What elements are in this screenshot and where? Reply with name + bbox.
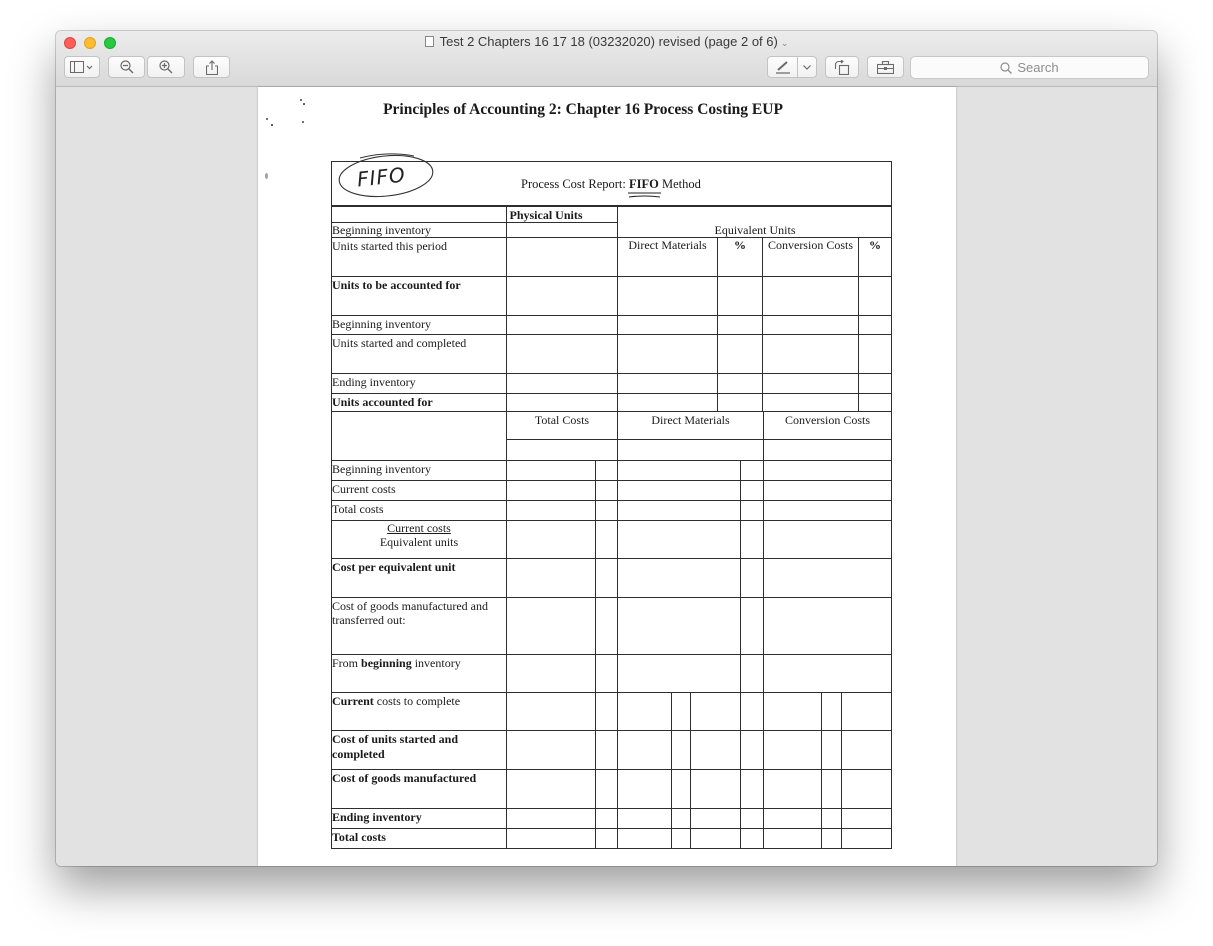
zoom-out-icon xyxy=(120,60,134,74)
share-icon xyxy=(206,60,218,75)
rotate-icon xyxy=(834,60,850,75)
report-label: Process Cost Report: xyxy=(521,177,626,191)
rule xyxy=(331,460,892,461)
physical-units-header: Physical Units xyxy=(509,208,583,222)
row-label: Cost of goods manufactured xyxy=(332,771,477,785)
row-label xyxy=(332,656,461,670)
zoom-in-icon xyxy=(159,60,173,74)
direct-materials-header: Direct Materials xyxy=(628,238,707,252)
rule xyxy=(331,654,892,655)
rule xyxy=(331,692,892,693)
toolbox-icon xyxy=(877,61,894,74)
window-title-text: Test 2 Chapters 16 17 18 (03232020) revised (page 2 of 6) xyxy=(439,34,778,49)
row-label: completed xyxy=(332,747,385,761)
row-label: transferred out: xyxy=(332,613,406,627)
conversion-costs-header: Conversion Costs xyxy=(784,413,870,427)
pen-icon xyxy=(775,60,791,74)
handwritten-underline xyxy=(627,191,663,199)
sidebar-icon xyxy=(70,61,94,73)
chevron-down-icon xyxy=(803,65,811,70)
row-label xyxy=(332,694,460,708)
rule xyxy=(331,848,892,849)
report-heading xyxy=(521,177,701,191)
row-label-part: beginning xyxy=(361,656,412,670)
row-label: Ending inventory xyxy=(332,810,422,824)
rotate-button[interactable] xyxy=(825,56,859,78)
rule xyxy=(331,315,892,316)
rule xyxy=(331,334,892,335)
row-label: Units started this period xyxy=(332,239,447,253)
rule xyxy=(740,460,741,848)
conversion-costs-header: Conversion Costs xyxy=(767,238,853,252)
direct-materials-header: Direct Materials xyxy=(651,413,730,427)
rule xyxy=(841,692,842,848)
row-label: Cost per equivalent unit xyxy=(332,560,456,574)
fraction-numerator: Current costs xyxy=(387,521,451,535)
search-placeholder: Search xyxy=(1017,60,1059,75)
scan-speck xyxy=(302,121,304,123)
rule xyxy=(331,730,892,731)
row-label-part: inventory xyxy=(414,656,461,670)
scan-speck xyxy=(271,124,273,126)
rule xyxy=(331,769,892,770)
row-label: Units accounted for xyxy=(332,395,433,409)
rule xyxy=(331,597,892,598)
row-label-part: From xyxy=(332,656,359,670)
row-label: Ending inventory xyxy=(332,375,416,389)
rule xyxy=(595,460,596,848)
report-method-text: FIFO xyxy=(628,177,659,191)
markup-toolbox-button[interactable] xyxy=(867,56,904,78)
row-label-part: Current xyxy=(332,694,374,708)
percent-header: % xyxy=(869,238,881,252)
percent-header: % xyxy=(734,238,746,252)
row-label-part: costs to complete xyxy=(376,694,461,708)
pdf-page xyxy=(258,87,956,866)
chevron-down-icon: ⌄ xyxy=(780,38,789,48)
rule xyxy=(763,411,764,848)
row-label: Total costs xyxy=(332,502,384,516)
fraction-denominator: Equivalent units xyxy=(379,535,459,549)
title-bar xyxy=(56,31,1157,87)
window-title[interactable] xyxy=(56,34,1157,49)
rule xyxy=(506,205,507,848)
search-icon xyxy=(1000,62,1012,74)
rule xyxy=(331,237,617,238)
row-label: Units to be accounted for xyxy=(332,278,461,292)
document-viewport[interactable] xyxy=(56,87,1157,866)
document-title: Principles of Accounting 2: Chapter 16 Process Costing EUP xyxy=(383,101,783,118)
rule xyxy=(891,161,892,849)
preview-window xyxy=(56,31,1157,866)
rule xyxy=(690,692,691,848)
rule xyxy=(821,692,822,848)
row-label: Beginning inventory xyxy=(332,462,431,476)
scan-speck xyxy=(265,173,268,179)
rule xyxy=(717,237,718,411)
rule xyxy=(762,237,763,411)
rule xyxy=(331,480,892,481)
rule xyxy=(331,558,892,559)
row-label: Cost of units started and xyxy=(332,732,459,746)
rule xyxy=(331,411,892,412)
rule xyxy=(671,692,672,848)
row-label: Current costs xyxy=(332,482,396,496)
rule xyxy=(506,439,892,440)
rule xyxy=(617,411,618,848)
row-label: Cost of goods manufactured and xyxy=(332,599,488,613)
rule xyxy=(331,500,892,501)
rule xyxy=(331,205,892,207)
rule xyxy=(331,373,892,374)
rule xyxy=(331,828,892,829)
handwritten-fifo-note: FIFO xyxy=(355,162,407,192)
zoom-in-button[interactable] xyxy=(147,56,185,78)
report-method xyxy=(629,177,659,191)
row-label: Beginning inventory xyxy=(332,223,431,237)
report-suffix: Method xyxy=(661,177,701,191)
rule xyxy=(331,393,892,394)
sidebar-toggle-button[interactable] xyxy=(64,56,100,78)
equivalent-units-header: Equivalent Units xyxy=(714,223,796,237)
rule xyxy=(331,276,892,277)
total-costs-header: Total Costs xyxy=(534,413,590,427)
markup-dropdown-button[interactable] xyxy=(797,56,817,78)
row-label: Beginning inventory xyxy=(332,317,431,331)
row-label: Units started and completed xyxy=(332,336,467,350)
rule xyxy=(331,808,892,809)
rule xyxy=(858,237,859,411)
zoom-out-button[interactable] xyxy=(108,56,145,78)
rule xyxy=(617,205,618,411)
pdf-document-icon xyxy=(425,36,434,47)
search-field[interactable] xyxy=(910,56,1149,79)
share-button[interactable] xyxy=(193,56,230,78)
markup-pen-button[interactable] xyxy=(767,56,798,78)
row-label: Total costs xyxy=(332,830,386,844)
